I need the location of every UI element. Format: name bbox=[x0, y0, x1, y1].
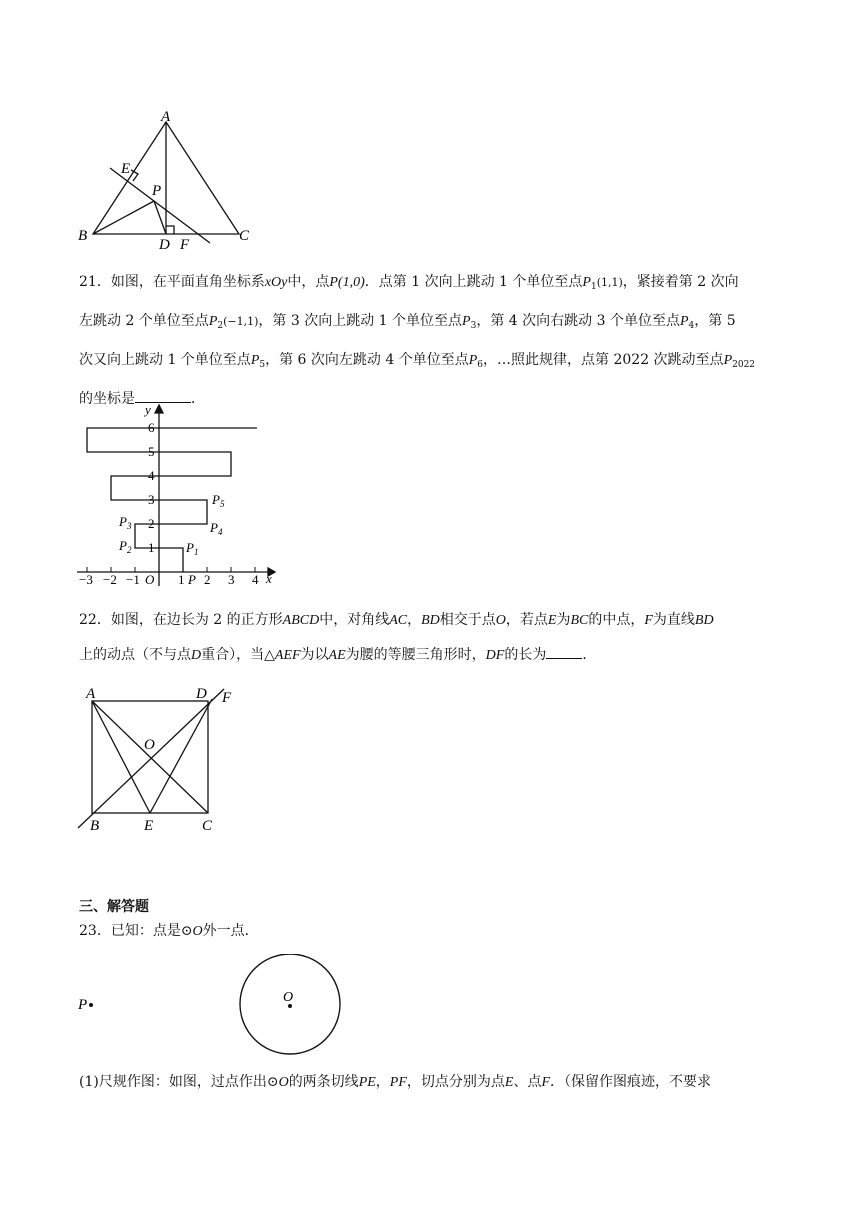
label-a: A bbox=[86, 686, 96, 702]
label-b: B bbox=[90, 818, 100, 834]
right-angle-e bbox=[131, 170, 138, 181]
y-axis-arrow bbox=[155, 405, 163, 413]
label-e: E bbox=[144, 818, 154, 834]
line-ef bbox=[110, 168, 210, 243]
label-c: C bbox=[239, 228, 250, 244]
label-f: F bbox=[180, 237, 190, 253]
x-tick-3: 3 bbox=[228, 572, 235, 587]
label-p: P bbox=[152, 183, 162, 199]
diagonal-ac bbox=[92, 701, 208, 813]
label-c: C bbox=[202, 818, 213, 834]
jump-path bbox=[87, 428, 257, 572]
right-angle-d bbox=[166, 226, 174, 234]
question-23: 23．已知：点是⊙O外一点． bbox=[79, 923, 259, 939]
point-p4-label: $P_4$ bbox=[210, 520, 223, 537]
question-23-part-1: (1)尺规作图：如图，过点作出⊙O的两条切线PE，PF，切点分别为点E、点F．（保留作图痕迹，不要求 bbox=[79, 1074, 712, 1090]
figure-circle bbox=[76, 954, 356, 1058]
label-a: A bbox=[161, 109, 171, 125]
point-p2-label: $P_2$ bbox=[119, 538, 132, 555]
x-tick-neg1: −1 bbox=[126, 572, 140, 587]
y-tick-3: 3 bbox=[148, 492, 155, 507]
segment-ae bbox=[92, 701, 150, 813]
y-tick-5: 5 bbox=[148, 444, 155, 459]
label-o: O bbox=[283, 990, 294, 1005]
point-p5-label: $P_5$ bbox=[212, 492, 225, 509]
point-p1-label: $P_1$ bbox=[186, 540, 199, 557]
point-p bbox=[89, 1003, 93, 1007]
y-tick-1: 1 bbox=[148, 540, 155, 555]
question-21: 21．如图，在平面直角坐标系xOy中，点P(1,0)．点第 1 次向上跳动 1 个单位至点$P_1(1,1)$，紧接着第 2 次向 左跳动 2 个单位至点$P_2(-1,1)$，第 3 次向上跳动 1 个单位至点$P_3$，第 4 次向右跳动 3 个单位至点$P_4$，第 5 次又向上跳动 1 个单位至点$P_5$，第 6 次向左跳动 4 个单位至点$P_6$，…照此规律，点第 2022 次跳动至点$P_{2022}$ 的坐标是 ． bbox=[79, 274, 756, 407]
label-f: F bbox=[222, 690, 232, 706]
label-p: P bbox=[78, 997, 88, 1013]
figure-triangle bbox=[70, 108, 270, 253]
figure-square bbox=[74, 683, 244, 835]
x-tick-neg2: −2 bbox=[103, 572, 117, 587]
segment-ef bbox=[150, 699, 212, 813]
segment-bp bbox=[93, 201, 154, 234]
axis-label-x: x bbox=[266, 571, 272, 586]
question-22: 22．如图，在边长为 2 的正方形ABCD中，对角线AC，BD相交于点O，若点E为BC的中点，F为直线BD 上的动点（不与点D重合），当△AEF为以AE为腰的等腰三角形时，DF的长为 ． bbox=[79, 612, 714, 663]
label-d: D bbox=[159, 237, 170, 253]
x-tick-2: 2 bbox=[204, 572, 211, 587]
x-tick-1: 1 bbox=[178, 572, 185, 587]
x-tick-neg3: −3 bbox=[79, 572, 93, 587]
origin-label: O bbox=[145, 572, 155, 587]
label-e: E bbox=[121, 161, 131, 177]
figure-coordinate-path bbox=[75, 400, 285, 590]
section-heading: 三、解答题 bbox=[79, 899, 149, 915]
label-o: O bbox=[144, 737, 155, 753]
y-tick-6: 6 bbox=[148, 420, 155, 435]
y-tick-2: 2 bbox=[148, 516, 155, 531]
label-d: D bbox=[196, 686, 207, 702]
y-tick-4: 4 bbox=[148, 468, 155, 483]
x-tick-4: 4 bbox=[252, 572, 259, 587]
axis-label-y: y bbox=[145, 402, 151, 417]
answer-blank[interactable] bbox=[546, 646, 582, 659]
point-p3-label: $P_3$ bbox=[119, 514, 132, 531]
point-p-label: P bbox=[188, 572, 196, 587]
label-b: B bbox=[78, 228, 88, 244]
